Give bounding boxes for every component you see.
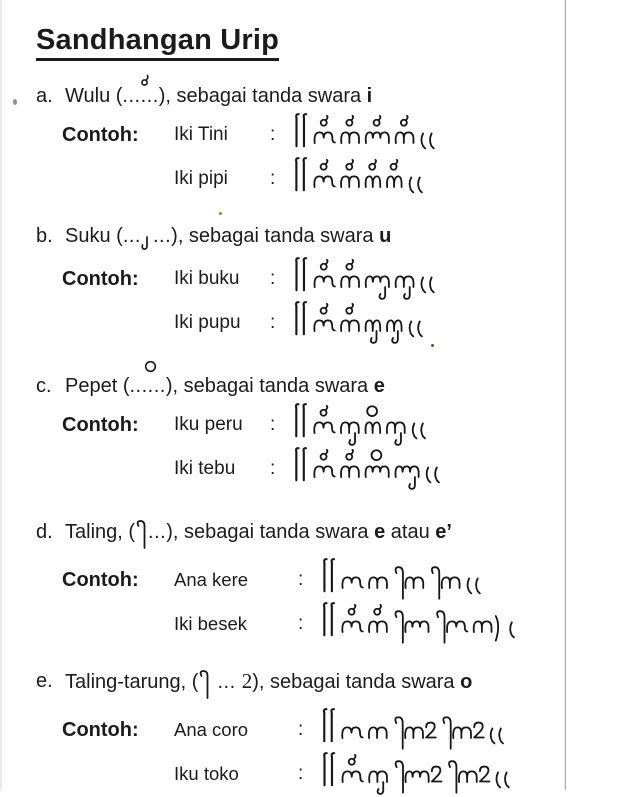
example-word: Ana coro <box>174 719 249 740</box>
heading-segment: Suku ( <box>65 225 123 247</box>
vowel-label: i <box>366 85 373 107</box>
section-c <box>36 373 560 491</box>
section-heading <box>36 223 560 253</box>
heading-segment: ), sebagai tanda swara <box>165 375 374 397</box>
example-row <box>36 708 560 752</box>
javanese-script <box>292 299 430 346</box>
example-word: Ana kere <box>174 569 249 590</box>
example-colon: : <box>298 719 304 740</box>
example-colon: : <box>270 124 276 145</box>
example-colon: : <box>270 312 276 333</box>
suku-mark <box>123 223 171 253</box>
example-row <box>36 602 560 646</box>
example-colon: : <box>298 763 304 784</box>
section-heading-text <box>65 519 452 550</box>
section-heading <box>36 668 560 700</box>
example-row <box>36 403 560 447</box>
section-letter: e. <box>36 670 53 692</box>
scan-speck <box>13 99 17 105</box>
taling-tarung-mark <box>198 668 252 700</box>
contoh-label: Contoh: <box>62 413 139 436</box>
placeholder-dots: ... <box>152 225 172 247</box>
section-letter: a. <box>36 85 53 107</box>
section-heading-text <box>65 668 472 700</box>
heading-segment: ), sebagai tanda swara <box>252 671 461 693</box>
section-heading-text <box>65 373 385 399</box>
section-heading-text <box>65 223 391 253</box>
example-word: Iki besek <box>174 613 248 634</box>
example-row <box>36 752 560 796</box>
example-word: Iki Tini <box>174 124 228 145</box>
placeholder-dots: ... <box>211 671 242 693</box>
placeholder-dots: ...... <box>129 375 166 397</box>
example-colon: : <box>298 613 304 634</box>
heading-segment: ), sebagai tanda swara <box>158 85 367 107</box>
example-colon: : <box>270 458 276 479</box>
example-word: Iki pipi <box>174 168 228 189</box>
section-heading <box>36 519 560 550</box>
heading-segment: Taling-tarung, ( <box>65 671 199 693</box>
example-row <box>36 558 560 602</box>
javanese-script <box>320 750 517 797</box>
tarung-mark: 2 <box>241 669 253 693</box>
page-title: Sandhangan Urip <box>36 24 279 61</box>
section-heading-text <box>65 83 372 109</box>
javanese-script <box>292 155 430 202</box>
example-word: Iki tebu <box>174 458 236 479</box>
example-colon: : <box>270 168 276 189</box>
section-letter: d. <box>36 521 53 543</box>
taling-tarung-mark-icon <box>198 669 211 700</box>
vowel-label: u <box>379 225 392 247</box>
example-row <box>36 447 560 491</box>
vowel-label: e <box>373 375 385 397</box>
suku-mark-icon <box>141 236 153 253</box>
section-a <box>36 83 560 201</box>
example-colon: : <box>270 268 276 289</box>
heading-segment: Wulu ( <box>65 85 123 107</box>
javanese-script <box>292 111 442 158</box>
section-letter: c. <box>36 375 52 397</box>
javanese-script <box>320 556 488 603</box>
example-row <box>36 257 560 301</box>
placeholder-dots: ... <box>122 225 141 247</box>
heading-segment: ), sebagai tanda swara <box>166 521 375 543</box>
heading-segment: Pepet ( <box>65 375 130 397</box>
contoh-label: Contoh: <box>62 568 139 591</box>
document-page <box>36 24 560 796</box>
example-colon: : <box>270 414 276 435</box>
pepet-mark-icon <box>142 357 159 374</box>
taling-mark <box>135 519 166 550</box>
heading-segment: atau <box>385 521 436 543</box>
example-word: Iku peru <box>174 414 243 435</box>
example-word: Iku toko <box>174 763 239 784</box>
contoh-label: Contoh: <box>62 267 139 290</box>
sections <box>36 83 560 796</box>
wulu-mark <box>122 83 158 109</box>
page-divider-line <box>565 0 566 790</box>
javanese-script <box>292 445 447 492</box>
section-d <box>36 519 560 646</box>
taling-mark-icon <box>135 519 148 550</box>
example-colon: : <box>298 569 304 590</box>
wulu-mark-icon <box>138 73 152 87</box>
contoh-label: Contoh: <box>62 123 139 146</box>
javanese-script <box>320 600 522 647</box>
example-word: Iki buku <box>174 268 240 289</box>
javanese-script <box>292 255 442 302</box>
example-row <box>36 113 560 157</box>
placeholder-dots: ... <box>148 521 167 543</box>
section-letter: b. <box>36 225 53 247</box>
example-row <box>36 157 560 201</box>
section-e <box>36 668 560 796</box>
heading-segment: ), sebagai tanda swara <box>171 225 380 247</box>
vowel-label: o <box>460 671 473 693</box>
placeholder-dots: ...... <box>122 85 159 107</box>
javanese-script <box>292 401 433 448</box>
example-word: Iki pupu <box>174 312 241 333</box>
javanese-script <box>320 706 511 753</box>
section-b <box>36 223 560 345</box>
section-heading <box>36 83 560 109</box>
pepet-mark <box>129 373 165 399</box>
section-heading <box>36 373 560 399</box>
vowel-label: e <box>374 521 386 543</box>
contoh-label: Contoh: <box>62 718 139 741</box>
heading-segment: Taling, ( <box>65 521 136 543</box>
vowel-label: e’ <box>435 521 452 543</box>
page-left-edge <box>0 0 2 790</box>
example-row <box>36 301 560 345</box>
